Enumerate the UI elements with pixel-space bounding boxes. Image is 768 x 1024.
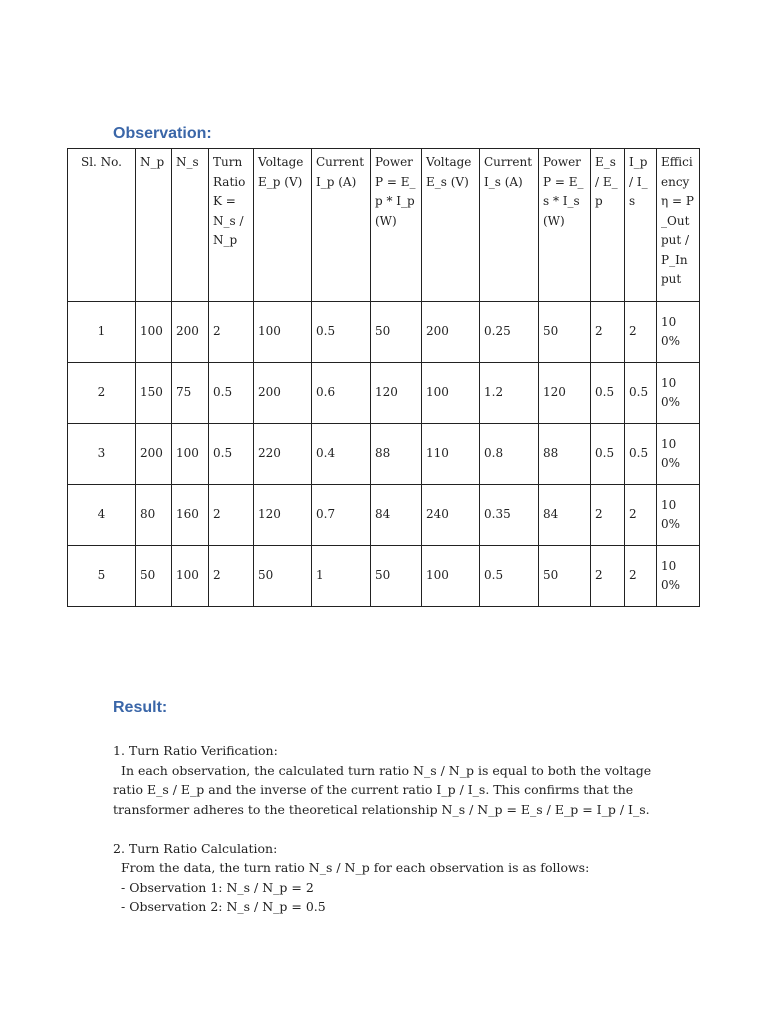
cell-current-ratio: 2 xyxy=(625,546,657,607)
cell-turn-ratio: 0.5 xyxy=(209,424,254,485)
cell-current-ratio: 0.5 xyxy=(625,363,657,424)
cell-efficiency: 100% xyxy=(657,302,700,363)
table-row xyxy=(68,302,700,363)
cell-voltage-ratio: 0.5 xyxy=(591,363,625,424)
cell-power-input: 84 xyxy=(371,485,422,546)
cell-sl-no: 1 xyxy=(68,302,136,363)
table-header-row xyxy=(68,149,700,302)
cell-voltage-ep: 100 xyxy=(254,302,312,363)
result-item2-text: From the data, the turn ratio N_s / N_p for each observation is as follows: xyxy=(121,860,590,875)
cell-current-ip: 0.7 xyxy=(312,485,371,546)
cell-current-ip: 0.4 xyxy=(312,424,371,485)
cell-voltage-ratio: 2 xyxy=(591,302,625,363)
header-voltage-ep: Voltage E_p (V) xyxy=(254,149,312,302)
cell-voltage-ep: 220 xyxy=(254,424,312,485)
header-voltage-ratio: E_s / E_p xyxy=(591,149,625,302)
cell-power-output: 50 xyxy=(539,546,591,607)
cell-voltage-ratio: 2 xyxy=(591,485,625,546)
header-current-is: Current I_s (A) xyxy=(480,149,539,302)
list-item: - Observation 2: N_s / N_p = 0.5 xyxy=(121,899,326,914)
header-current-ratio: I_p / I_s xyxy=(625,149,657,302)
cell-turn-ratio: 2 xyxy=(209,302,254,363)
header-sl-no: Sl. No. xyxy=(68,149,136,302)
result-heading: Result: xyxy=(113,699,168,716)
cell-current-is: 0.35 xyxy=(480,485,539,546)
cell-sl-no: 3 xyxy=(68,424,136,485)
cell-current-is: 0.25 xyxy=(480,302,539,363)
cell-power-input: 120 xyxy=(371,363,422,424)
cell-np: 50 xyxy=(136,546,172,607)
cell-voltage-es: 100 xyxy=(422,546,480,607)
cell-turn-ratio: 2 xyxy=(209,485,254,546)
cell-sl-no: 5 xyxy=(68,546,136,607)
header-np: N_p xyxy=(136,149,172,302)
cell-voltage-ratio: 2 xyxy=(591,546,625,607)
cell-turn-ratio: 2 xyxy=(209,546,254,607)
result-item1-text: In each observation, the calculated turn ratio N_s / N_p is equal to both the voltage ratio E_s / E_p and the inverse of the current ratio I_p / I_s. This confirms that the transformer adheres to the theoretical relationship N_s / N_p = E_s / E_p = I_p / I_s. xyxy=(113,762,652,817)
cell-power-input: 50 xyxy=(371,302,422,363)
header-voltage-es: Voltage E_s (V) xyxy=(422,149,480,302)
cell-np: 80 xyxy=(136,485,172,546)
cell-turn-ratio: 0.5 xyxy=(209,363,254,424)
cell-ns: 160 xyxy=(172,485,209,546)
cell-voltage-es: 240 xyxy=(422,485,480,546)
cell-power-output: 120 xyxy=(539,363,591,424)
cell-ns: 100 xyxy=(172,546,209,607)
cell-sl-no: 2 xyxy=(68,363,136,424)
header-power-input: Power P = E_p * I_p (W) xyxy=(371,149,422,302)
cell-np: 100 xyxy=(136,302,172,363)
cell-current-ip: 0.6 xyxy=(312,363,371,424)
cell-current-ratio: 0.5 xyxy=(625,424,657,485)
cell-current-ip: 0.5 xyxy=(312,302,371,363)
cell-ns: 100 xyxy=(172,424,209,485)
table-row xyxy=(68,424,700,485)
cell-efficiency: 100% xyxy=(657,485,700,546)
header-current-ip: Current I_p (A) xyxy=(312,149,371,302)
table-row xyxy=(68,485,700,546)
cell-power-input: 50 xyxy=(371,546,422,607)
cell-current-ip: 1 xyxy=(312,546,371,607)
header-power-output: Power P = E_s * I_s (W) xyxy=(539,149,591,302)
cell-voltage-es: 200 xyxy=(422,302,480,363)
cell-current-is: 0.5 xyxy=(480,546,539,607)
cell-sl-no: 4 xyxy=(68,485,136,546)
result-item2-title: 2. Turn Ratio Calculation: xyxy=(113,840,278,856)
header-efficiency: Efficiency η = P_Output / P_Input xyxy=(657,149,700,302)
cell-current-is: 1.2 xyxy=(480,363,539,424)
cell-current-is: 0.8 xyxy=(480,424,539,485)
cell-power-output: 88 xyxy=(539,424,591,485)
observation-table xyxy=(67,148,700,607)
cell-voltage-ratio: 0.5 xyxy=(591,424,625,485)
cell-voltage-es: 100 xyxy=(422,363,480,424)
result-item1-title: 1. Turn Ratio Verification: xyxy=(113,743,278,758)
cell-efficiency: 100% xyxy=(657,546,700,607)
cell-voltage-ep: 50 xyxy=(254,546,312,607)
cell-np: 200 xyxy=(136,424,172,485)
cell-np: 150 xyxy=(136,363,172,424)
cell-power-input: 88 xyxy=(371,424,422,485)
cell-power-output: 50 xyxy=(539,302,591,363)
header-ns: N_s xyxy=(172,149,209,302)
cell-voltage-ep: 200 xyxy=(254,363,312,424)
table-row xyxy=(68,363,700,424)
cell-ns: 200 xyxy=(172,302,209,363)
cell-ns: 75 xyxy=(172,363,209,424)
cell-voltage-es: 110 xyxy=(422,424,480,485)
cell-efficiency: 100% xyxy=(657,363,700,424)
cell-power-output: 84 xyxy=(539,485,591,546)
observation-heading: Observation: xyxy=(113,125,212,142)
cell-current-ratio: 2 xyxy=(625,485,657,546)
cell-voltage-ep: 120 xyxy=(254,485,312,546)
result-section xyxy=(113,741,673,917)
cell-current-ratio: 2 xyxy=(625,302,657,363)
table-row xyxy=(68,546,700,607)
list-item: - Observation 1: N_s / N_p = 2 xyxy=(121,879,314,895)
header-turn-ratio: Turn Ratio K = N_s / N_p xyxy=(209,149,254,302)
cell-efficiency: 100% xyxy=(657,424,700,485)
